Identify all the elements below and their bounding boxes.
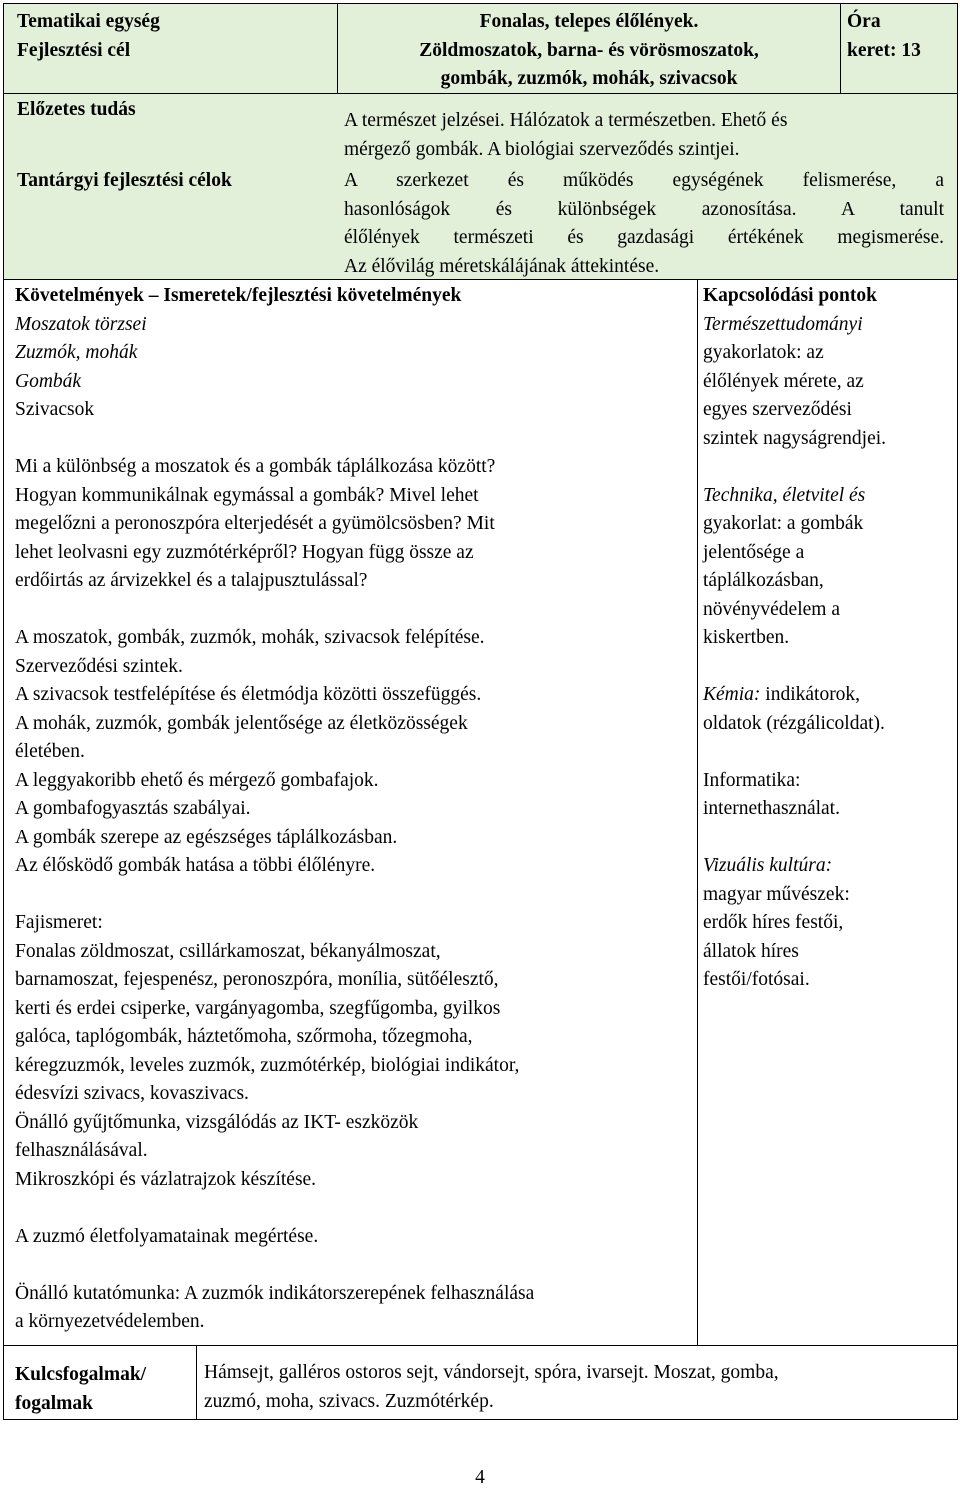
connection-chemistry-text: indikátorok, [760, 684, 861, 705]
keywords-label [15, 1361, 146, 1418]
question-line: erdőirtás az árvizekkel és a talajpusztulással? [15, 570, 368, 591]
species-line: kéregzuzmók, leveles zuzmók, zuzmótérkép, biológiai indikátor, [15, 1054, 520, 1076]
hours-value: keret: 13 [847, 39, 921, 61]
knowledge-line: életében. [15, 741, 85, 762]
connection-line: élőlények mérete, az [703, 370, 864, 392]
question-line: Hogyan kommunikálnak egymással a gombák? Mivel lehet [15, 484, 479, 506]
connection-line: növényvédelem a [703, 598, 840, 620]
goals-label: Tantárgyi fejlesztési célok [17, 170, 232, 191]
unit-title-line-2: Zöldmoszatok, barna- és vörösmoszatok, [419, 39, 759, 61]
species-line: kerti és erdei csiperke, vargányagomba, szegfűgomba, gyilkos [15, 997, 501, 1019]
knowledge-line: A gombák szerepe az egészséges táplálkozásban. [15, 826, 398, 848]
goals-line-1: A szerkezet és működés egységének felismerése, a [344, 170, 944, 191]
unit-label-line-1: Tematikai egység [17, 11, 160, 32]
species-line: édesvízi szivacs, kovaszivacs. [15, 1083, 249, 1104]
topic-fungi: Gombák [15, 370, 82, 392]
connection-line: gyakorlatok: az [703, 342, 824, 363]
connection-chemistry-title: Kémia: [703, 684, 761, 705]
keywords-row [4, 1346, 957, 1419]
knowledge-line: Az élősködő gombák hatása a többi élőlényre. [15, 855, 376, 876]
connections-column [703, 282, 953, 995]
connection-line: állatok híres [703, 940, 799, 962]
prior-knowledge-text [344, 107, 944, 164]
connection-visual-culture-title: Vizuális kultúra: [703, 855, 833, 876]
connection-line: festői/fotósai. [703, 969, 810, 990]
connection-line: oldatok (rézgálicoldat). [703, 712, 885, 734]
connection-line: táplálkozásban, [703, 570, 824, 591]
connection-line: egyes szerveződési [703, 399, 852, 420]
unit-title-line-3: gombák, zuzmók, mohák, szivacsok [440, 68, 738, 89]
connection-informatics-title: Informatika: [703, 769, 801, 791]
keywords-line-2: zuzmó, moha, szivacs. Zuzmótérkép. [204, 1390, 494, 1412]
knowledge-line: A szivacsok testfelépítése és életmódja közötti összefüggés. [15, 684, 482, 705]
goals-line-4: Az élővilág méretskálájának áttekintése. [344, 255, 660, 277]
goals-line-3: élőlények természeti és gazdasági értékének megismerése. [344, 227, 944, 248]
question-line: lehet leolvasni egy zuzmótérképről? Hogyan függ össze az [15, 541, 474, 563]
requirements-heading: Követelmények – Ismeretek/fejlesztési követelmények [15, 285, 462, 306]
connection-line: kiskertben. [703, 627, 790, 648]
prior-knowledge-label: Előzetes tudás [17, 99, 136, 120]
keywords-text [204, 1359, 949, 1416]
prior-knowledge-line-2: mérgező gombák. A biológiai szerveződés szintjei. [344, 138, 740, 160]
connection-technology-title: Technika, életvitel és [703, 484, 866, 506]
species-line: Fonalas zöldmoszat, csillárkamoszat, békanyálmoszat, [15, 940, 441, 962]
keywords-label-line-2: fogalmak [15, 1392, 93, 1414]
topic-sponges: Szivacsok [15, 399, 95, 420]
lichen-line: A zuzmó életfolyamatainak megértése. [15, 1225, 319, 1247]
connection-line: internethasználat. [703, 798, 840, 819]
connection-line: gyakorlat: a gombák [703, 513, 864, 534]
unit-title-line-1: Fonalas, telepes élőlények. [479, 11, 699, 32]
curriculum-table [3, 3, 958, 1420]
hours-label: Óra [847, 11, 881, 32]
connection-line: szintek nagyságrendjei. [703, 427, 887, 449]
keywords-label-line-1: Kulcsfogalmak/ [15, 1364, 147, 1385]
species-line: galóca, taplógombák, háztetőmoha, szőrmoha, tőzegmoha, [15, 1026, 473, 1047]
unit-title [344, 8, 834, 94]
activity-line: felhasználásával. [15, 1140, 148, 1161]
hours-frame [847, 8, 921, 65]
page-number: 4 [475, 1467, 485, 1488]
requirements-column [15, 282, 691, 1337]
connection-line: jelentősége a [703, 541, 805, 563]
prior-knowledge-line-1: A természet jelzései. Hálózatok a természetben. Ehető és [344, 110, 788, 131]
knowledge-line: A gombafogyasztás szabályai. [15, 798, 251, 819]
unit-label-line-2: Fejlesztési cél [17, 39, 131, 61]
question-line: Mi a különbség a moszatok és a gombák táplálkozása között? [15, 456, 496, 477]
species-label: Fajismeret: [15, 912, 103, 933]
requirements-row [4, 280, 957, 1346]
unit-label [17, 8, 160, 65]
knowledge-line: A leggyakoribb ehető és mérgező gombafajok. [15, 769, 379, 791]
research-line: a környezetvédelemben. [15, 1311, 205, 1332]
research-line: Önálló kutatómunka: A zuzmók indikátorszerepének felhasználása [15, 1282, 535, 1304]
prior-goals-row [4, 94, 957, 280]
connection-science-title: Természettudományi [703, 313, 863, 335]
connection-chemistry [703, 681, 953, 710]
knowledge-line: A moszatok, gombák, zuzmók, mohák, szivacsok felépítése. [15, 627, 485, 648]
topic-algae-phyla: Moszatok törzsei [15, 313, 147, 335]
activity-line: Önálló gyűjtőmunka, vizsgálódás az IKT- eszközök [15, 1111, 419, 1133]
connections-heading: Kapcsolódási pontok [703, 285, 877, 306]
activity-line: Mikroszkópi és vázlatrajzok készítése. [15, 1168, 317, 1190]
connection-line: magyar művészek: [703, 883, 850, 905]
header-row [4, 4, 957, 94]
keywords-line-1: Hámsejt, galléros ostoros sejt, vándorsejt, spóra, ivarsejt. Moszat, gomba, [204, 1362, 779, 1383]
knowledge-line: Szerveződési szintek. [15, 655, 183, 677]
species-line: barnamoszat, fejespenész, peronoszpóra, monília, sütőélesztő, [15, 969, 499, 990]
goals-line-2: hasonlóságok és különbségek azonosítása. A tanult [344, 198, 944, 220]
topic-lichens-mosses: Zuzmók, mohák [15, 342, 138, 363]
goals-text [344, 167, 944, 281]
connection-line: erdők híres festői, [703, 912, 844, 933]
question-line: megelőzni a peronoszpóra elterjedését a gyümölcsösben? Mit [15, 513, 495, 534]
knowledge-line: A mohák, zuzmók, gombák jelentősége az életközösségek [15, 712, 468, 734]
